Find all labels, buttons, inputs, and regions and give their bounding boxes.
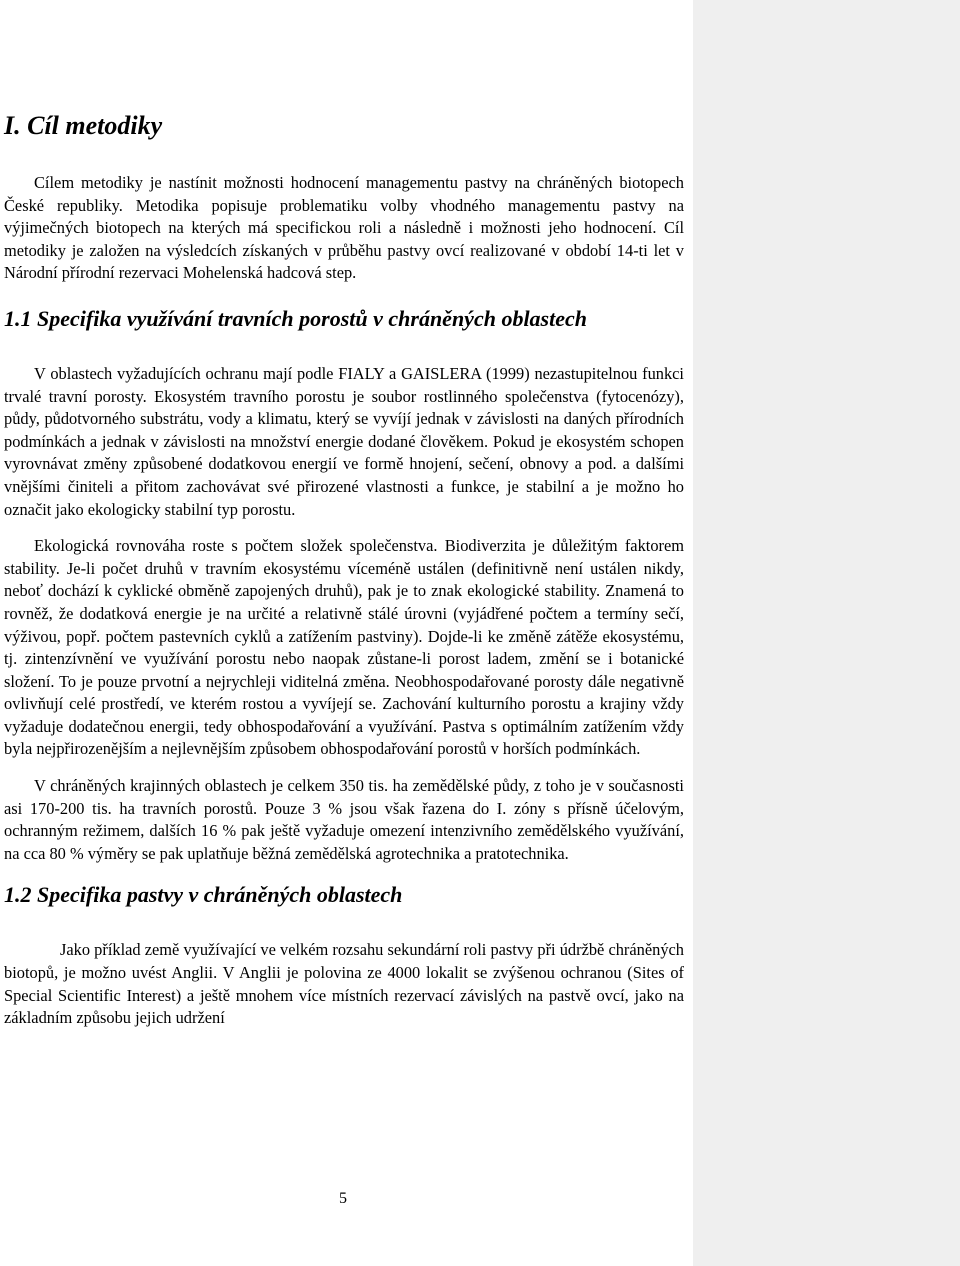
main-heading: I. Cíl metodiky [4, 111, 163, 140]
document-body [4, 108, 684, 1044]
section-heading-1-2: 1.2 Specifika pastvy v chráněných oblastech [4, 882, 403, 908]
page-number: 5 [339, 1190, 347, 1207]
paragraph-1-1-c: V chráněných krajinných oblastech je celkem 350 tis. ha zemědělské půdy, z toho je v současnosti asi 170-200 tis. ha travních porostů. Pouze 3 % jsou však řazena do I. zóny s přísně účelovým, ochranným režimem, dalších 16 % pak ještě vyžaduje omezení intenzivního zemědělského využívání, na cca 80 % výměry se pak uplatňuje běžná zemědělská agrotechnika a pratotechnika. [4, 776, 684, 863]
paragraph-1-1-a: V oblastech vyžadujících ochranu mají podle FIALY a GAISLERA (1999) nezastupitelnou funkci trvalé travní porosty. Ekosystém travního porostu je soubor rostlinného společenstva (fytocenózy), půdy, půdotvorného substrátu, vody a klimatu, který se vyvíjí jednak v závislosti na daných přírodních podmínkách a jednak v závislosti na množství energie dodané člověkem. Pokud je ekosystém schopen vyrovnávat změny způsobené dodatkovou energií ve formě hnojení, sečení, obnovy a pod. a dalšími vnějšími činiteli a přitom zachovávat své přirozené vlastnosti a funkce, je stabilní a je možno ho označit jako ekologicky stabilní typ porostu. [4, 363, 684, 519]
intro-paragraph: Cílem metodiky je nastínit možnosti hodnocení managementu pastvy na chráněných biotopech České republiky. Metodika popisuje problematiku volby vhodného managementu pastvy na výjimečných biotopech na kterých má specifickou roli a následně i možnosti jeho hodnocení. Cíl metodiky je založen na výsledcích získaných v průběhu pastvy ovcí realizované v období 14-ti let v Národní přírodní rezervaci Mohelenská hadcová step. [4, 173, 684, 283]
paragraph-1-2-a: Jako příklad země využívající ve velkém rozsahu sekundární roli pastvy při údržbě chráněných biotopů, je možno uvést Anglii. V Anglii je polovina ze 4000 lokalit se zvýšenou ochranou (Sites of Special Scientific Interest) a ještě mnohem více místních rezervací závislých na pastvě ovcí, jako na základním způsobu jejich udržení [4, 940, 684, 1028]
section-heading-1-1: 1.1 Specifika využívání travních porostů v chráněných oblastech [4, 305, 587, 331]
comment-margin-pane [693, 0, 960, 1266]
paragraph-1-1-b: Ekologická rovnováha roste s počtem složek společenstva. Biodiverzita je důležitým faktorem stability. Je-li počet druhů v travním ekosystému víceméně ustálen (definitivně není ustálen nikdy, neboť dochází k cyklické obměně zapojených druhů), pak je to znak ekologické stability. Znamená to rovněž, že dodatková energie je na určité a relativně stálé úrovni (vyjádřené počtem a termíny sečí, výživou, popř. počtem pastevních cyklů a zatížením pastviny). Dojde-li ke změně zátěže ekosystému, tj. zintenzívnění ve využívání porostu nebo naopak zůstane-li porost ladem, změní se i botanické složení. To je pouze prvotní a nejrychleji viditelná změna. Neobhospodařované porosty dále negativně ovlivňují celé prostředí, ve kterém rostou a vyvíjejí se. Zachování kulturního porostu a krajiny vždy vyžaduje dodatečnou energii, tedy obhospodařování a využívání. Pastva s optimálním zatížením vždy byla nejpřirozenějším a nejlevnějším způsobem obhospodařování porostů v horších podmínkách. [4, 536, 684, 759]
